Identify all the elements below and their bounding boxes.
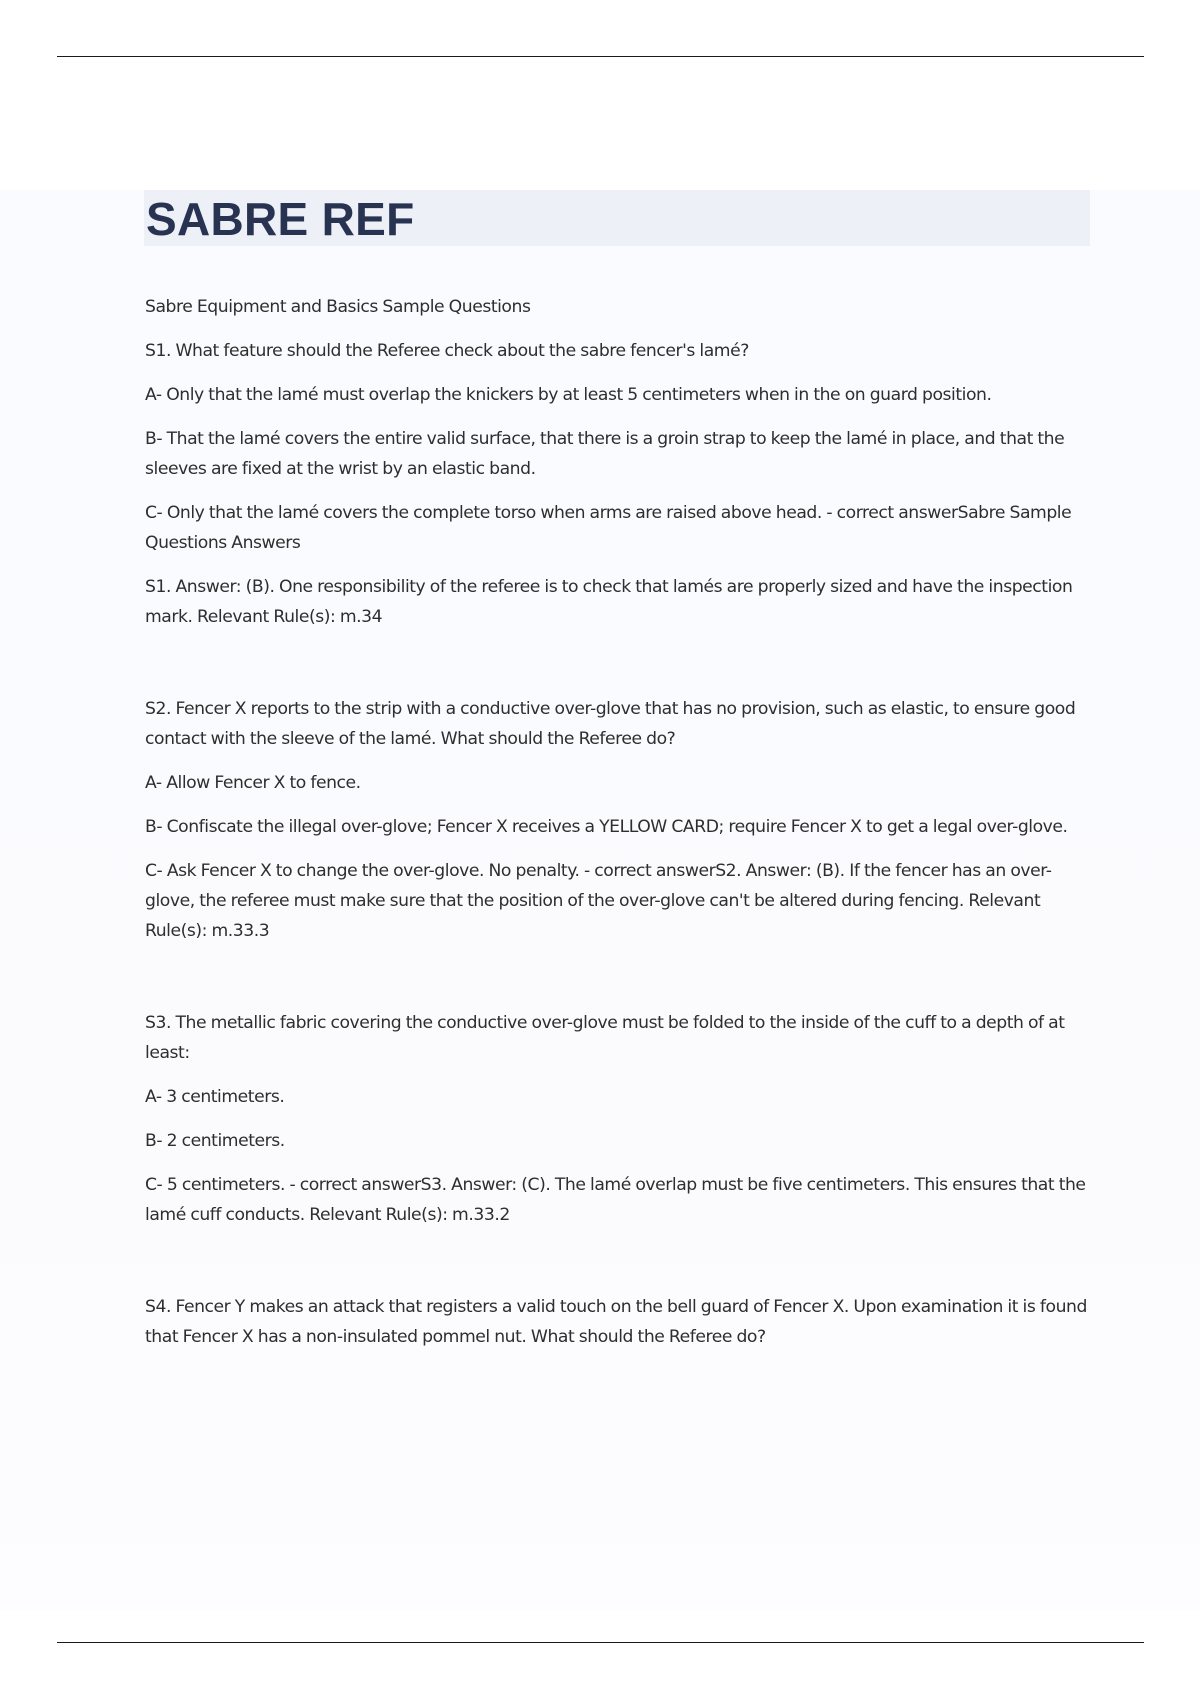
bottom-rule bbox=[57, 1642, 1144, 1643]
q1-option-b: B- That the lamé covers the entire valid surface, that there is a groin strap to keep the lamé in place, and that the sleeves are fixed at the wrist by an elastic band. bbox=[145, 429, 1065, 479]
document-title: SABRE REF bbox=[146, 193, 415, 245]
q3-option-c: C- 5 centimeters. - correct answerS3. Answer: (C). The lamé overlap must be five centimeters. This ensures that the lamé cuff conducts. Relevant Rule(s): m.33.2 bbox=[145, 1175, 1086, 1225]
section-gap bbox=[145, 960, 1090, 1008]
q2-question: S2. Fencer X reports to the strip with a conductive over-glove that has no provision, such as elastic, to ensure good contact with the sleeve of the lamé. What should the Referee do? bbox=[145, 699, 1076, 749]
section-gap bbox=[145, 1244, 1090, 1292]
document-body bbox=[145, 292, 1090, 1366]
q1-question: S1. What feature should the Referee check about the sabre fencer's lamé? bbox=[145, 341, 749, 361]
document-subtitle: Sabre Equipment and Basics Sample Questions bbox=[145, 297, 531, 317]
q3-question: S3. The metallic fabric covering the conductive over-glove must be folded to the inside of the cuff to a depth of at least: bbox=[145, 1013, 1065, 1063]
q2-option-c: C- Ask Fencer X to change the over-glove. No penalty. - correct answerS2. Answer: (B). If the fencer has an over-glove, the referee must make sure that the position of the over-glove can't be altered during fencing. Relevant Rule(s): m.33.3 bbox=[145, 861, 1052, 941]
q2-option-b: B- Confiscate the illegal over-glove; Fencer X receives a YELLOW CARD; require Fencer X to get a legal over-glove. bbox=[145, 817, 1068, 837]
q1-option-c: C- Only that the lamé covers the complete torso when arms are raised above head. - correct answerSabre Sample Questions Answers bbox=[145, 503, 1072, 553]
q4-question: S4. Fencer Y makes an attack that registers a valid touch on the bell guard of Fencer X. Upon examination it is found that Fencer X has a non-insulated pommel nut. What should the Referee do? bbox=[145, 1297, 1087, 1347]
q1-option-a: A- Only that the lamé must overlap the knickers by at least 5 centimeters when in the on guard position. bbox=[145, 385, 992, 405]
section-gap bbox=[145, 646, 1090, 694]
q1-answer: S1. Answer: (B). One responsibility of the referee is to check that lamés are properly sized and have the inspection mark. Relevant Rule(s): m.34 bbox=[145, 577, 1073, 627]
q3-option-a: A- 3 centimeters. bbox=[145, 1087, 285, 1107]
q3-option-b: B- 2 centimeters. bbox=[145, 1131, 285, 1151]
q2-option-a: A- Allow Fencer X to fence. bbox=[145, 773, 361, 793]
top-rule bbox=[57, 56, 1144, 57]
